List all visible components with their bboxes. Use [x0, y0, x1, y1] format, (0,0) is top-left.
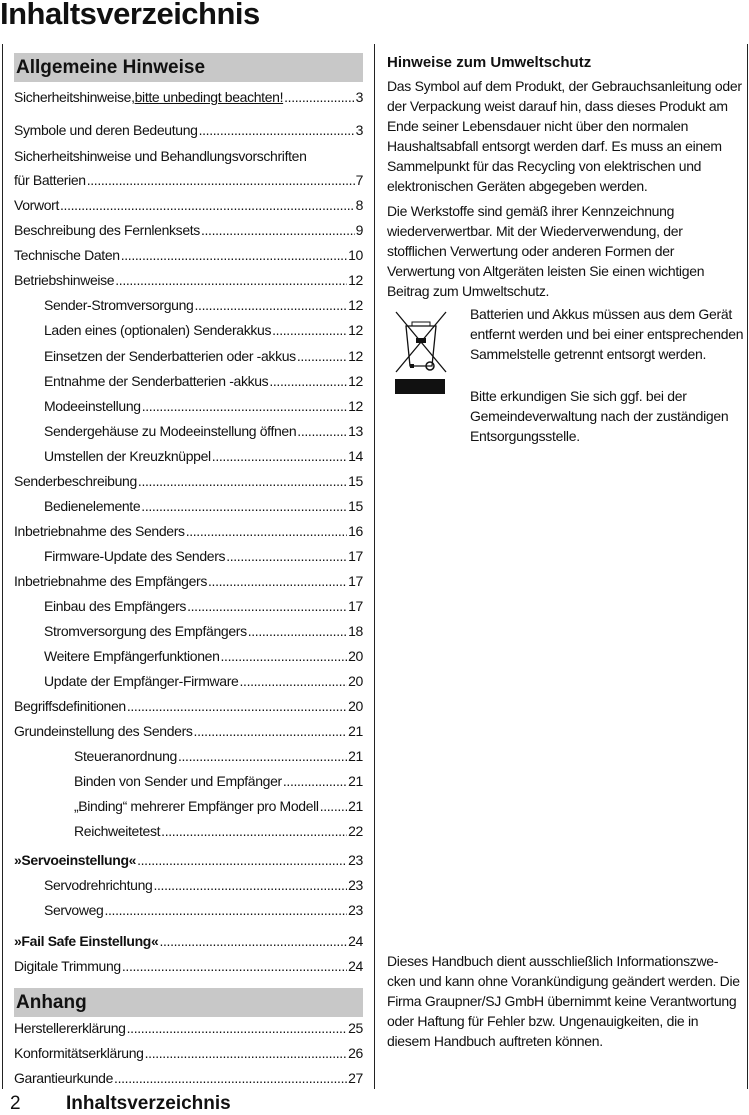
dot-leader: [122, 956, 347, 976]
toc-page-number: 17: [348, 598, 363, 614]
toc-entry-label: Einbau des Empfängers: [44, 598, 187, 614]
dot-leader: [145, 1043, 348, 1063]
section-heading-general: Allgemeine Hinweise: [14, 53, 363, 82]
toc-page-number: 25: [348, 1020, 363, 1036]
toc-entry[interactable]: [14, 546, 363, 566]
toc-entry-label: Senderbeschreibung: [14, 473, 137, 489]
toc-entry[interactable]: [14, 371, 363, 391]
environment-paragraph: Die Werkstoffe sind gemäß ihrer Kennzeichnung wiederverwertbar. Mit der Wiederverwendung, der stofflichen Verwertung oder anderen Formen der Verwertung von Altgeräten leisten Sie einen wichtigen Beitrag zum Umweltschutz.: [387, 203, 705, 299]
toc-entry-label: Firmware-Update des Senders: [44, 548, 226, 564]
toc-entry-label: Inbetriebnahme des Empfängers: [14, 573, 207, 589]
dot-leader: [272, 320, 347, 340]
toc-entry[interactable]: [14, 596, 363, 616]
toc-page-number: 21: [348, 723, 363, 739]
toc-page-number: 23: [348, 877, 363, 893]
column-divider: [374, 44, 375, 1089]
toc-entry[interactable]: [14, 746, 363, 766]
toc-entry-label: Herstellererklärung: [14, 1020, 126, 1036]
toc-entry-label: Binden von Sender und Empfänger: [74, 773, 282, 789]
toc-entry[interactable]: [14, 875, 363, 895]
toc-entry-label: Vorwort: [14, 197, 60, 213]
toc-page-number: 10: [348, 247, 363, 263]
toc-entry-label: Inbetriebnahme des Senders: [14, 523, 185, 539]
footer-title: Inhaltsverzeichnis: [66, 1093, 231, 1114]
dot-leader: [320, 796, 347, 816]
toc-page-number: 15: [348, 473, 363, 489]
toc-entry-label: Servoweg: [44, 902, 104, 918]
toc-entry-label: Umstellen der Kreuzknüppel: [44, 448, 211, 464]
toc-entry[interactable]: [14, 87, 363, 107]
toc-entry-label: »Servoeinstellung«: [14, 852, 137, 868]
toc-entry[interactable]: [14, 346, 363, 366]
toc-page-number: 12: [348, 297, 363, 313]
column-divider: [747, 44, 748, 1089]
toc-entry[interactable]: [14, 270, 363, 290]
environment-heading: Hinweise zum Umweltschutz: [387, 54, 592, 71]
toc-entry-label: Symbole und deren Bedeutung: [14, 122, 198, 138]
toc-page-number: 12: [348, 348, 363, 364]
dot-leader: [269, 371, 347, 391]
toc-entry-label: Entnahme der Senderbatterien -akkus: [44, 373, 269, 389]
toc-entry[interactable]: [14, 496, 363, 516]
dot-leader: [127, 1018, 348, 1038]
toc-entry[interactable]: [14, 120, 363, 140]
dot-leader: [178, 746, 347, 766]
toc-entry[interactable]: [14, 821, 363, 841]
disposal-authority-note: Bitte erkundigen Sie sich ggf. bei der Gemeindeverwaltung nach der zuständigen Entsorgungsstelle.: [470, 388, 729, 444]
toc-page-number: 21: [348, 798, 363, 814]
toc-page-number: 12: [348, 373, 363, 389]
toc-entry-label: »Fail Safe Einstellung«: [14, 933, 159, 949]
toc-page-number: 3: [355, 122, 363, 138]
toc-page-number: 9: [355, 222, 363, 238]
toc-page-number: 22: [348, 823, 363, 839]
dot-leader: [115, 270, 347, 290]
toc-entry[interactable]: [14, 956, 363, 976]
toc-page-number: 20: [348, 698, 363, 714]
disclaimer-paragraph: Dieses Handbuch dient ausschließlich Informationszwecken und kann ohne Vorankündigung geändert werden. Die Firma Graupner/SJ GmbH übernimmt keine Verantwortung oder Haftung für Fehler bzw. Ungenauigkeiten, die in diesem Handbuch auftreten können.: [387, 953, 740, 1049]
toc-entry[interactable]: [14, 220, 363, 240]
toc-page-number: 24: [348, 958, 363, 974]
toc-entry[interactable]: [14, 421, 363, 441]
toc-entry-label: Digitale Trimmung: [14, 958, 121, 974]
toc-page-number: 27: [348, 1070, 363, 1086]
toc-entry[interactable]: [14, 396, 363, 416]
dot-leader: [153, 875, 347, 895]
page-title: Inhaltsverzeichnis: [0, 0, 260, 31]
toc-entry[interactable]: [14, 471, 363, 491]
toc-page-number: 13: [348, 423, 363, 439]
toc-entry-label: Sender-Stromversorgung: [44, 297, 194, 313]
dot-leader: [121, 245, 347, 265]
toc-entry[interactable]: [14, 721, 363, 741]
toc-page-number: 20: [348, 673, 363, 689]
toc-entry-label: Beschreibung des Fernlenksets: [14, 222, 200, 238]
toc-entry-label: Weitere Empfängerfunktionen: [44, 648, 220, 664]
toc-entry[interactable]: [14, 696, 363, 716]
toc-page-number: 20: [348, 648, 363, 664]
dot-leader: [194, 721, 348, 741]
dot-leader: [142, 396, 347, 416]
toc-page-number: 24: [348, 933, 363, 949]
dot-leader: [138, 471, 347, 491]
toc-entry-label: Betriebshinweise: [14, 272, 115, 288]
toc-entry[interactable]: [14, 850, 363, 870]
toc-entry[interactable]: [14, 646, 363, 666]
toc-entry[interactable]: [14, 446, 363, 466]
toc-page-number: 12: [348, 272, 363, 288]
toc-entry[interactable]: [14, 621, 363, 641]
toc-entry-label: Sicherheitshinweise,: [14, 89, 135, 105]
toc-page-number: 18: [348, 623, 363, 639]
toc-entry-label: Sicherheitshinweise und Behandlungsvorschriften: [14, 148, 307, 164]
toc-entry-label: Garantieurkunde: [14, 1070, 114, 1086]
toc-entry[interactable]: [14, 1018, 363, 1038]
battery-disposal-note: Batterien und Akkus müssen aus dem Gerät entfernt werden und bei einer entsprechenden Sammelstelle getrennt entsorgt werden.: [470, 306, 744, 362]
toc-page-number: 23: [348, 902, 363, 918]
toc-page-number: 21: [348, 773, 363, 789]
toc-entry-label: Stromversorgung des Empfängers: [44, 623, 247, 639]
toc-entry[interactable]: [14, 195, 363, 215]
toc-page-number: 12: [348, 398, 363, 414]
dot-leader: [297, 346, 347, 366]
toc-entry[interactable]: [14, 146, 363, 166]
dot-leader: [226, 546, 347, 566]
dot-leader: [104, 900, 347, 920]
dot-leader: [195, 295, 348, 315]
toc-entry-label: Servodrehrichtung: [44, 877, 153, 893]
toc-entry-label: Laden eines (optionalen) Senderakkus: [44, 322, 272, 338]
toc-entry-label: Reichweitetest: [74, 823, 161, 839]
toc-page-number: 16: [348, 523, 363, 539]
section-heading-appendix: Anhang: [14, 988, 363, 1017]
toc-page-number: 17: [348, 548, 363, 564]
toc-entry-label: Steueranordnung: [74, 748, 177, 764]
toc-entry[interactable]: [14, 900, 363, 920]
toc-entry[interactable]: [14, 571, 363, 591]
toc-page-number: 17: [348, 573, 363, 589]
toc-entry[interactable]: [14, 1068, 363, 1088]
toc-page-number: 21: [348, 748, 363, 764]
dot-leader: [127, 696, 347, 716]
toc-entry[interactable]: [14, 671, 363, 691]
toc-entry-label: „Binding“ mehrerer Empfänger pro Modell: [74, 798, 319, 814]
dot-leader: [283, 771, 347, 791]
toc-entry[interactable]: [14, 320, 363, 340]
dot-leader: [208, 571, 347, 591]
toc-entry[interactable]: [14, 521, 363, 541]
toc-entry-label: Sendergehäuse zu Modeeinstellung öffnen: [44, 423, 297, 439]
toc-entry-label: Einsetzen der Senderbatterien oder -akkus: [44, 348, 296, 364]
toc-page-number: 26: [348, 1045, 363, 1061]
dot-leader: [161, 821, 347, 841]
toc-entry[interactable]: [14, 1043, 363, 1063]
dot-leader: [284, 87, 354, 107]
dot-leader: [186, 521, 347, 541]
dot-leader: [248, 621, 347, 641]
dot-leader: [212, 446, 347, 466]
environment-paragraph: Das Symbol auf dem Produkt, der Gebrauchsanleitung oder der Verpackung weist darauf hin, dass dieses Produkt am Ende seiner Lebensdauer nicht über den normalen Haushaltsabfall entsorgt werden darf. Es muss an einem Sammelpunkt für das Recycling von elektrischen und elektronischen Geräten abgegeben werden.: [387, 78, 742, 194]
toc-page-number: 14: [348, 448, 363, 464]
toc-page-number: 12: [348, 322, 363, 338]
dot-leader: [199, 120, 355, 140]
toc-page-number: 15: [348, 498, 363, 514]
dot-leader: [187, 596, 347, 616]
toc-entry-label: Bedienelemente: [44, 498, 141, 514]
toc-entry[interactable]: [14, 796, 363, 816]
dot-leader: [60, 195, 355, 215]
toc-entry[interactable]: [14, 931, 363, 951]
toc-entry-label: Konformitätserklärung: [14, 1045, 144, 1061]
toc-entry[interactable]: [14, 170, 363, 190]
dot-leader: [297, 421, 347, 441]
dot-leader: [137, 850, 347, 870]
toc-entry-label: Begriffsdefinitionen: [14, 698, 126, 714]
page-number: 2: [10, 1093, 21, 1114]
toc-entry[interactable]: [14, 295, 363, 315]
dot-leader: [239, 671, 347, 691]
dot-leader: [87, 170, 355, 190]
toc-entry-label: Grundeinstellung des Senders: [14, 723, 193, 739]
toc-entry-label: Update der Empfänger-Firmware: [44, 673, 239, 689]
weee-recycling-bin-icon: [390, 308, 450, 398]
toc-entry-emphasis: bitte unbedingt beachten!: [134, 89, 284, 105]
toc-entry-label: Technische Daten: [14, 247, 120, 263]
toc-page-number: 23: [348, 852, 363, 868]
toc-page-number: 7: [355, 172, 363, 188]
toc-page-number: 8: [355, 197, 363, 213]
column-divider: [2, 44, 3, 1089]
dot-leader: [201, 220, 355, 240]
dot-leader: [221, 646, 348, 666]
toc-page-number: 3: [355, 89, 363, 105]
dot-leader: [141, 496, 347, 516]
toc-entry[interactable]: [14, 245, 363, 265]
toc-entry-label: für Batterien: [14, 172, 86, 188]
dot-leader: [159, 931, 347, 951]
toc-entry[interactable]: [14, 771, 363, 791]
toc-entry-label: Modeeinstellung: [44, 398, 141, 414]
dot-leader: [114, 1068, 347, 1088]
